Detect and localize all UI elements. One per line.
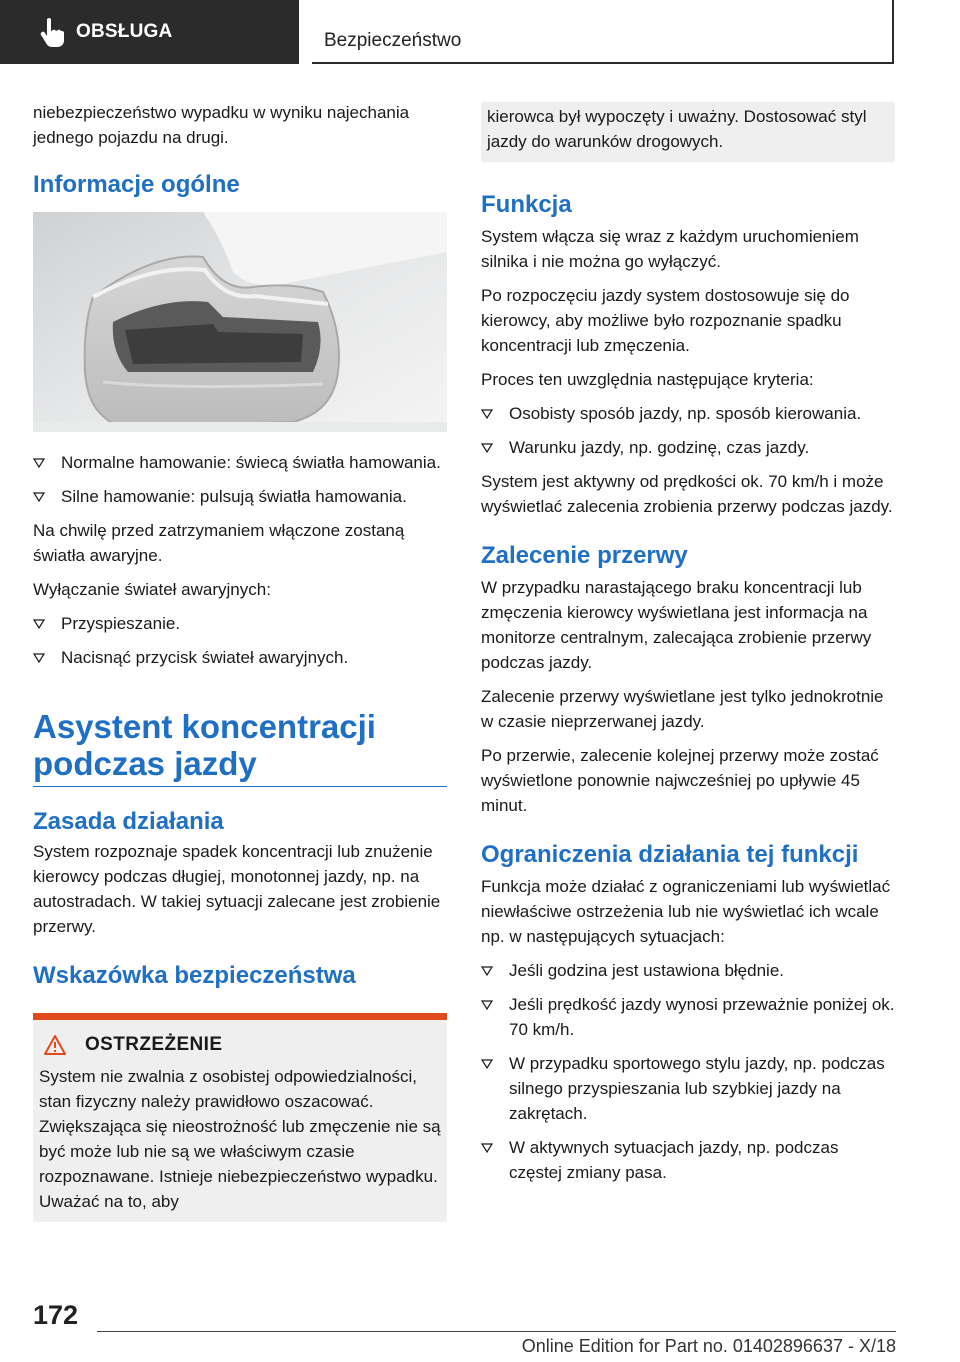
- bullet-triangle-icon: [481, 966, 493, 976]
- break-paragraph-2: Zalecenie przerwy wyświetlane jest tylko jednokrotnie w czasie nieprzerwanej jazdy.: [481, 687, 884, 731]
- principle-heading: Zasada działania: [33, 808, 224, 835]
- warning-triangle-icon: [43, 1034, 67, 1056]
- bullet-triangle-icon: [481, 1059, 493, 1069]
- list-item: Jeśli godzina jest ustawiona błędnie.: [481, 958, 895, 983]
- right-column: [481, 100, 895, 1194]
- break-paragraph-1: W przypadku narastającego braku koncentracji lub zmęczenia kierowcy wyświetlana jest informacja na monitorze centralnym, zalecająca zrobienie przerwy podczas jazdy.: [481, 578, 872, 672]
- tail-light-photo: [33, 212, 447, 432]
- main-heading: Asystent koncentracji podczas jazdy: [33, 708, 447, 787]
- list-item: Silne hamowanie: pulsują światła hamowania.: [33, 484, 447, 509]
- bullet-triangle-icon: [33, 458, 45, 468]
- bullet-triangle-icon: [481, 1000, 493, 1010]
- warning-bar: [33, 1013, 447, 1020]
- break-paragraph-3: Po przerwie, zalecenie kolejnej przerwy może zostać wyświetlone ponownie najwcześniej po upływie 45 minut.: [481, 746, 879, 815]
- page-number: 172: [33, 1300, 79, 1330]
- list-item: Warunku jazdy, np. godzinę, czas jazdy.: [481, 435, 895, 460]
- function-paragraph-1: System włącza się wraz z każdym uruchomieniem silnika i nie można go wyłączyć.: [481, 227, 859, 271]
- brake-light-list: [33, 450, 447, 509]
- limits-list: [481, 958, 895, 1185]
- bullet-triangle-icon: [33, 653, 45, 663]
- hazard-paragraph: Na chwilę przed zatrzymaniem włączone zostaną światła awaryjne.: [33, 521, 405, 565]
- bullet-triangle-icon: [481, 1143, 493, 1153]
- list-item: W aktywnych sytuacjach jazdy, np. podczas częstej zmiany pasa.: [481, 1135, 895, 1185]
- topic-label: Bezpieczeństwo: [324, 30, 462, 51]
- list-item: Normalne hamowanie: świecą światła hamowania.: [33, 450, 447, 475]
- bullet-triangle-icon: [481, 409, 493, 419]
- function-paragraph-2: Po rozpoczęciu jazdy system dostosowuje się do kierowcy, aby możliwe było rozpoznanie spadku koncentracji lub zmęczenia.: [481, 286, 850, 355]
- break-heading: Zalecenie przerwy: [481, 542, 688, 569]
- limits-heading: Ograniczenia działania tej funkcji: [481, 841, 859, 868]
- warning-text: System nie zwalnia z osobistej odpowiedzialności, stan fizyczny należy prawidłowo oszacować. Zwiększająca się nieostrożność lub zmęczenie nie są być może lub nie są we właściwym czasie rozpoznawane. Istnieje niebezpieczeństwo wypadku. Uważać na to, aby: [39, 1067, 441, 1211]
- safety-heading: Wskazówka bezpieczeństwa: [33, 962, 356, 989]
- warning-continuation-text: kierowca był wypoczęty i uważny. Dostosować styl jazdy do warunków drogowych.: [487, 107, 867, 151]
- list-item: Osobisty sposób jazdy, np. sposób kierowania.: [481, 401, 895, 426]
- intro-paragraph: niebezpieczeństwo wypadku w wyniku najechania jednego pojazdu na drugi.: [33, 103, 410, 147]
- bullet-triangle-icon: [33, 619, 45, 629]
- info-heading: Informacje ogólne: [33, 171, 240, 198]
- list-item: Przyspieszanie.: [33, 611, 447, 636]
- bullet-triangle-icon: [33, 492, 45, 502]
- limits-paragraph: Funkcja może działać z ograniczeniami lub wyświetlać niewłaściwe ostrzeżenia lub nie wyświetlać ich wcale np. w następujących sytuacjach:: [481, 877, 891, 946]
- left-column: [33, 100, 447, 1222]
- hazard-off-paragraph: Wyłączanie świateł awaryjnych:: [33, 580, 271, 599]
- warning-continuation-box: [481, 102, 895, 162]
- list-item: Nacisnąć przycisk świateł awaryjnych.: [33, 645, 447, 670]
- topic-header: [312, 0, 894, 64]
- hand-pointer-icon: [38, 17, 64, 47]
- section-label: OBSŁUGA: [76, 21, 173, 42]
- footer-divider: [97, 1331, 896, 1332]
- list-item: W przypadku sportowego stylu jazdy, np. podczas silnego przyspieszania lub szybkiej jazdy na zakrętach.: [481, 1051, 895, 1126]
- principle-paragraph: System rozpoznaje spadek koncentracji lub znużenie kierowcy podczas długiej, monotonnej jazdy, np. na autostradach. W takiej sytuacji zalecane jest zrobienie przerwy.: [33, 842, 441, 936]
- warning-box: [33, 1020, 447, 1222]
- warning-title: OSTRZEŻENIE: [43, 1034, 441, 1056]
- function-paragraph-4: System jest aktywny od prędkości ok. 70 km/h i może wyświetlać zalecenia zrobienia przerwy podczas jazdy.: [481, 472, 893, 516]
- bullet-triangle-icon: [481, 443, 493, 453]
- section-tab: [0, 0, 299, 64]
- function-paragraph-3: Proces ten uwzględnia następujące kryteria:: [481, 370, 814, 389]
- edition-note: Online Edition for Part no. 01402896637 - X/18: [521, 1336, 896, 1356]
- criteria-list: [481, 401, 895, 460]
- list-item: Jeśli prędkość jazdy wynosi przeważnie poniżej ok. 70 km/h.: [481, 992, 895, 1042]
- hazard-off-list: [33, 611, 447, 670]
- function-heading: Funkcja: [481, 191, 572, 218]
